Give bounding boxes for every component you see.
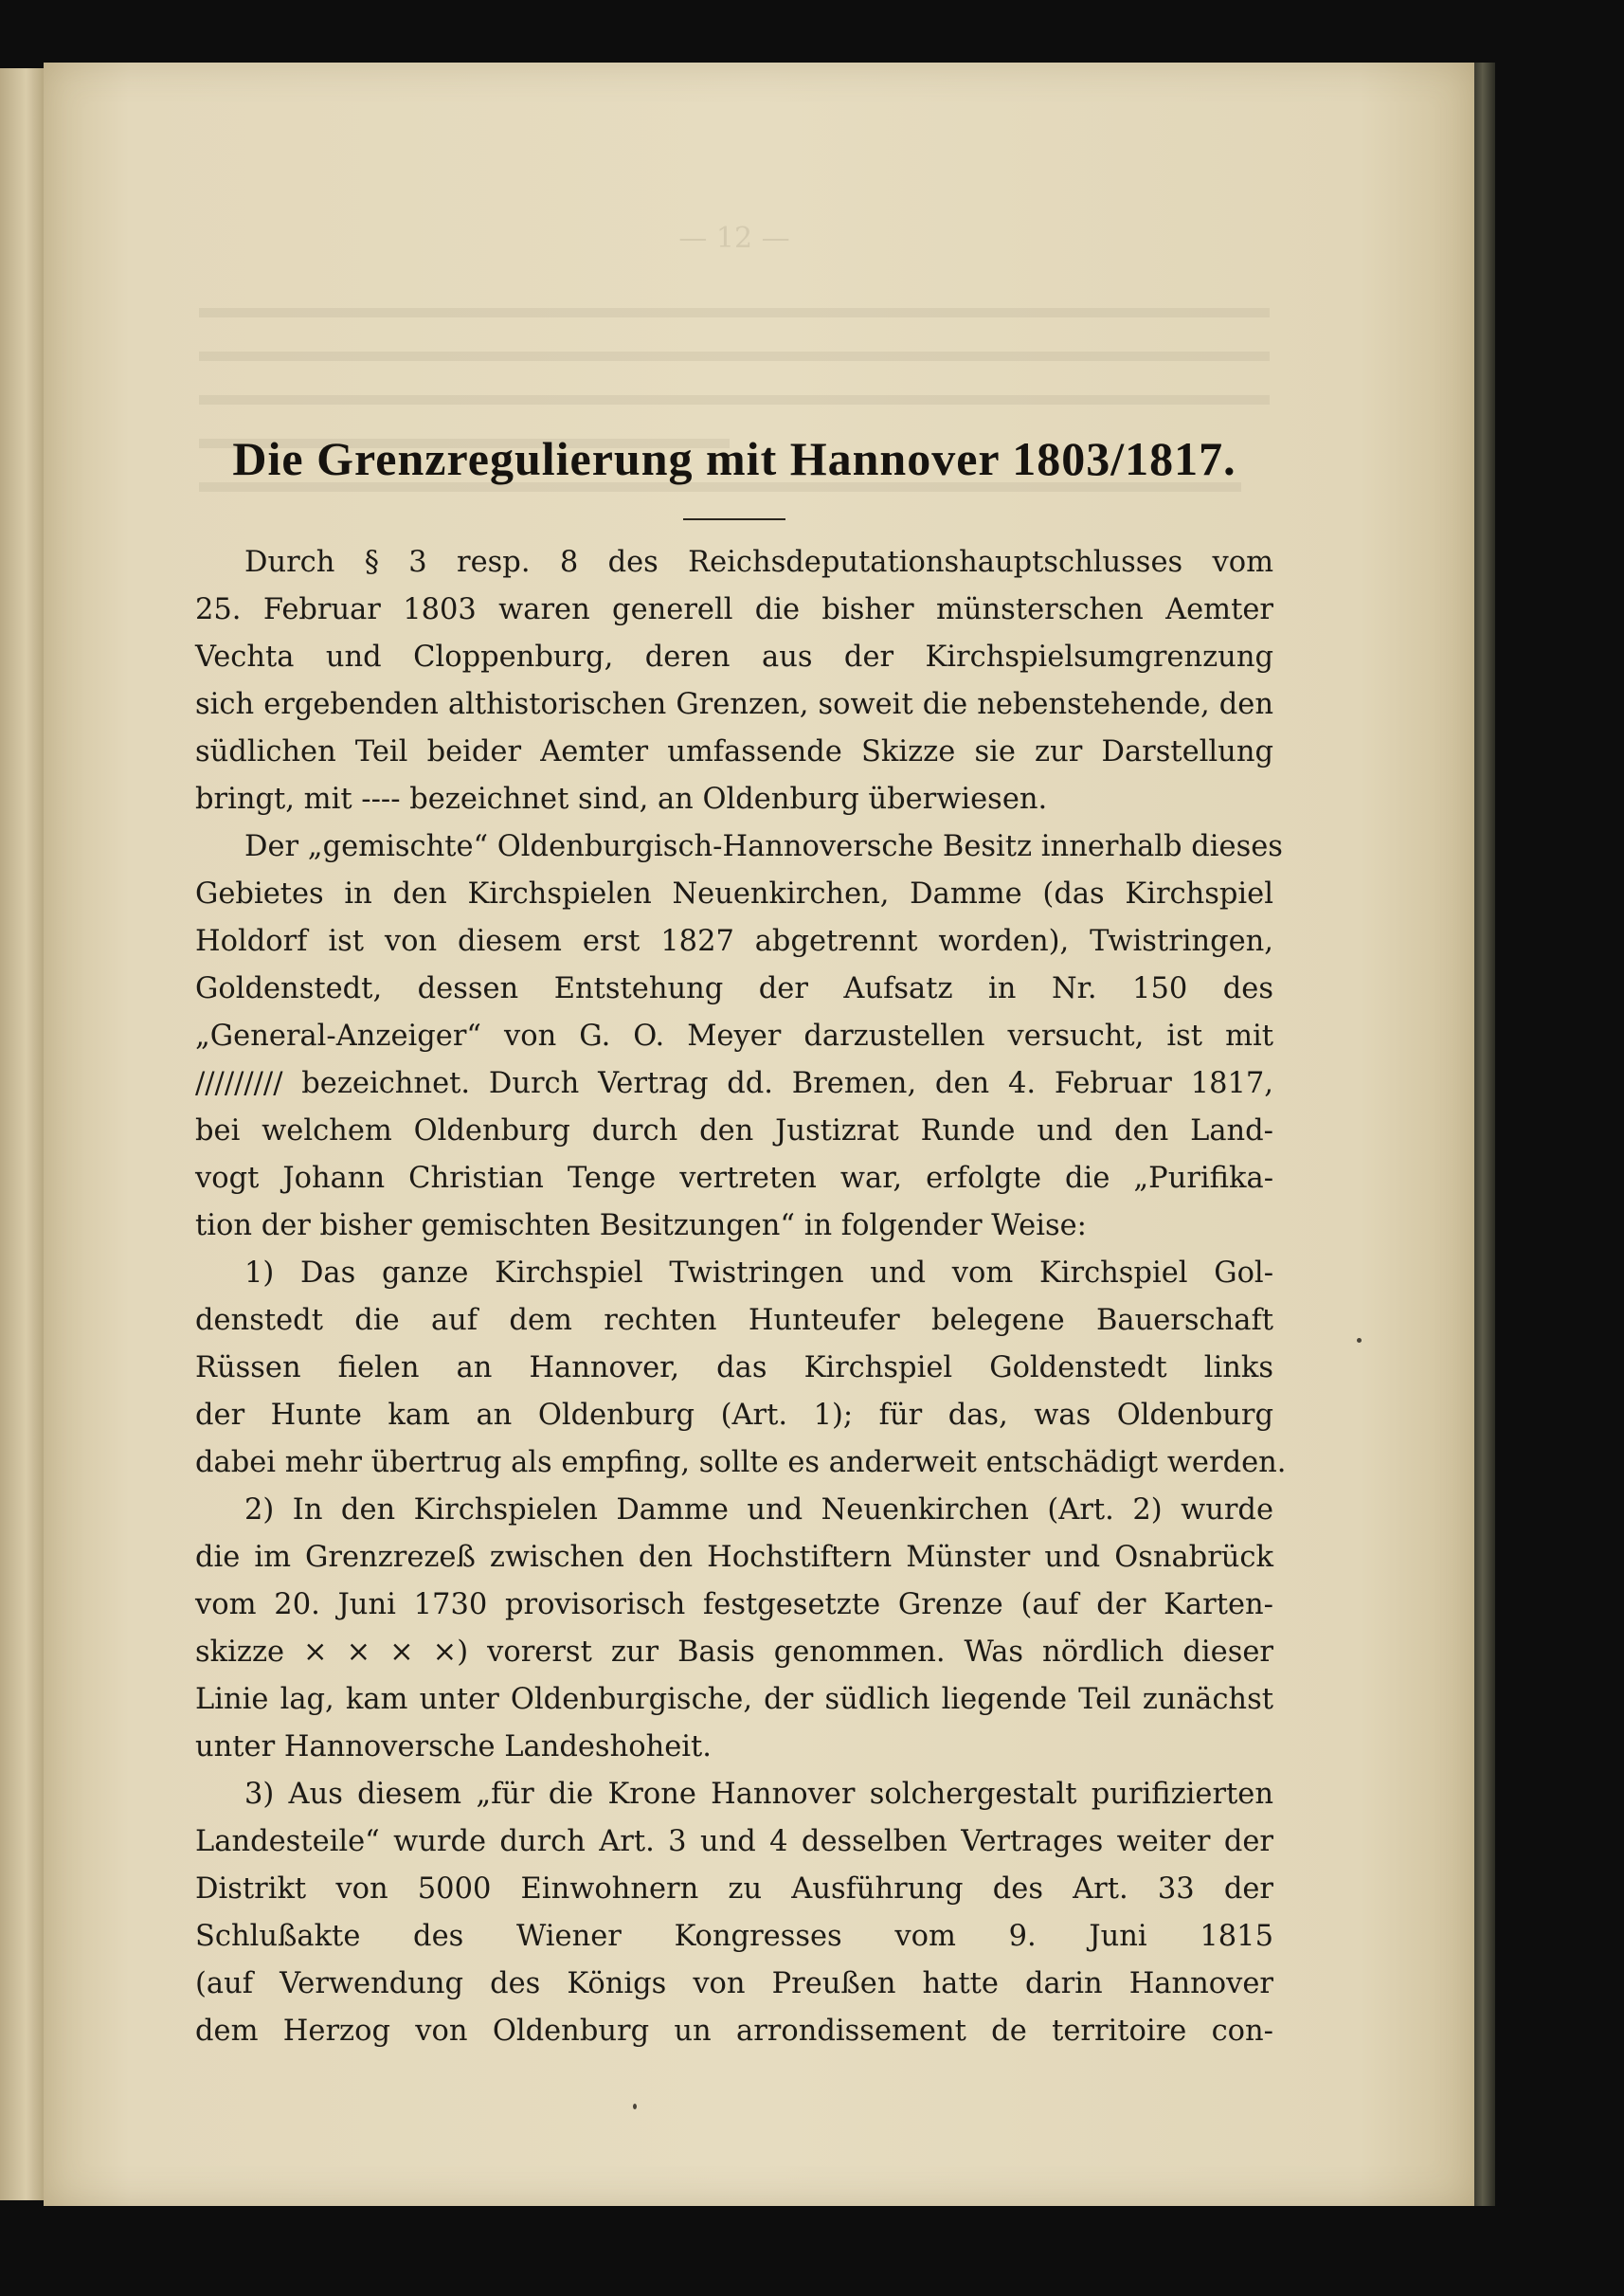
text-line: 1) Das ganze Kirchspiel Twistringen und vom Kirchspiel Gol- [244,1256,1273,1290]
text-line: die im Grenzrezeß zwischen den Hochstiftern Münster und Osnabrück [195,1541,1273,1574]
text-line: Holdorf ist von diesem erst 1827 abgetrennt worden), Twistringen, [195,925,1273,958]
text-line: südlichen Teil beider Aemter umfassende Skizze sie zur Darstellung [195,735,1273,768]
text-line: denstedt die auf dem rechten Hunteufer belegene Bauerschaft [195,1304,1273,1337]
title-divider [683,518,785,520]
text-line: dem Herzog von Oldenburg un arrondissement de territoire con- [195,2015,1273,2048]
text-line: (auf Verwendung des Königs von Preußen hatte darin Hannover [195,1967,1273,2000]
paragraph-4 [195,1487,1273,1771]
text-line: Schlußakte des Wiener Kongresses vom 9. Juni 1815 [195,1920,1273,1953]
text-line: dabei mehr übertrug als empfing, sollte es anderweit entschädigt werden. [195,1446,1287,1479]
article [195,422,1287,2055]
paragraph-5 [195,1771,1273,2055]
ink-speck [633,2104,637,2109]
text-line: Linie lag, kam unter Oldenburgische, der südlich liegende Teil zunächst [195,1683,1273,1716]
paragraph-1 [195,539,1273,823]
text-line: 3) Aus diesem „für die Krone Hannover solchergestalt purifizierten [244,1778,1273,1811]
book-spine [1474,63,1495,2206]
text-line: tion der bisher gemischten Besitzungen“ in folgender Weise: [195,1209,1087,1242]
text-line: Landesteile“ wurde durch Art. 3 und 4 desselben Vertrages weiter der [195,1825,1273,1858]
text-line: ///////// bezeichnet. Durch Vertrag dd. Bremen, den 4. Februar 1817, [195,1067,1273,1100]
left-page-edge [0,68,44,2200]
text-line: vom 20. Juni 1730 provisorisch festgesetzte Grenze (auf der Karten- [195,1588,1273,1621]
text-line: Der „gemischte“ Oldenburgisch-Hannoversche Besitz innerhalb dieses [244,830,1283,863]
text-line: 2) In den Kirchspielen Damme und Neuenkirchen (Art. 2) wurde [244,1493,1273,1527]
text-line: Gebietes in den Kirchspielen Neuenkirchen, Damme (das Kirchspiel [195,877,1273,911]
text-line: unter Hannoversche Landeshoheit. [195,1730,712,1763]
text-line: bringt, mit ---- bezeichnet sind, an Oldenburg überwiesen. [195,783,1048,816]
text-line: skizze × × × ×) vorerst zur Basis genommen. Was nördlich dieser [195,1636,1273,1669]
paragraph-3 [195,1250,1287,1487]
article-title: Die Grenzregulierung mit Hannover 1803/1817. [232,432,1236,485]
text-line: 25. Februar 1803 waren generell die bisher münsterschen Aemter [195,593,1273,626]
text-line: Durch § 3 resp. 8 des Reichsdeputationshauptschlusses vom [244,546,1273,579]
text-line: „General-Anzeiger“ von G. O. Meyer darzustellen versucht, ist mit [195,1020,1273,1053]
text-line: Goldenstedt, dessen Entstehung der Aufsatz in Nr. 150 des [195,972,1273,1005]
text-line: Rüssen fielen an Hannover, das Kirchspiel Goldenstedt links [195,1351,1273,1384]
page-number: — 12 — [678,222,790,255]
paragraph-2 [195,823,1283,1250]
text-line: Vechta und Cloppenburg, deren aus der Kirchspielsumgrenzung [195,641,1273,674]
text-line: der Hunte kam an Oldenburg (Art. 1); für das, was Oldenburg [195,1399,1273,1432]
text-line: vogt Johann Christian Tenge vertreten war, erfolgte die „Purifika- [195,1162,1273,1195]
text-line: bei welchem Oldenburg durch den Justizrat Runde und den Land- [195,1114,1273,1148]
text-line: sich ergebenden althistorischen Grenzen, soweit die nebenstehende, den [195,688,1273,721]
ink-speck [1357,1338,1362,1343]
text-line: Distrikt von 5000 Einwohnern zu Ausführung des Art. 33 der [195,1872,1273,1906]
